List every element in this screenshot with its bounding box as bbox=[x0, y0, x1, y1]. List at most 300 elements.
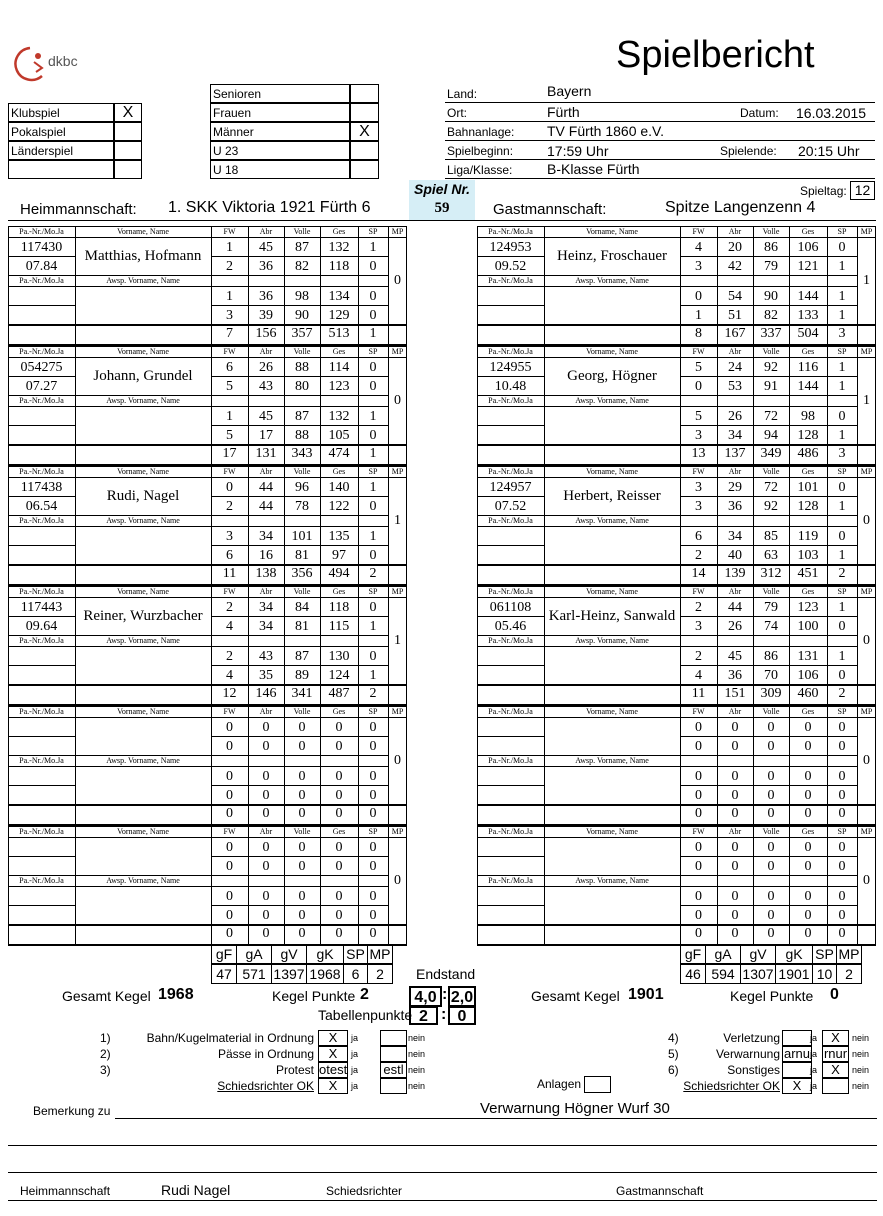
check-nein-box[interactable] bbox=[822, 1078, 849, 1094]
page-title: Spielbericht bbox=[616, 34, 815, 76]
cell-abr: 17 bbox=[259, 428, 273, 443]
header-sp: SP bbox=[837, 707, 847, 716]
cell-volle: 91 bbox=[764, 379, 778, 394]
category-checkbox[interactable] bbox=[350, 84, 379, 103]
cell-sp: 1 bbox=[369, 409, 377, 424]
total-fw: 13 bbox=[691, 446, 706, 461]
total-volle: 341 bbox=[291, 686, 313, 701]
cell-volle: 82 bbox=[295, 259, 309, 274]
cell-volle: 0 bbox=[767, 788, 775, 803]
cell-ges: 132 bbox=[328, 409, 350, 424]
game-type-checkbox[interactable]: X bbox=[114, 103, 142, 122]
header-name: Vorname, Name bbox=[117, 827, 169, 836]
check-nein-box[interactable] bbox=[380, 1046, 407, 1062]
header-volle: Volle bbox=[293, 227, 311, 236]
total-sp: 1 bbox=[369, 446, 377, 461]
cell-abr: 20 bbox=[728, 240, 742, 255]
total-ges: 0 bbox=[804, 806, 812, 821]
header-abr: Abr bbox=[728, 227, 742, 236]
home-team: 1. SKK Viktoria 1921 Fürth 6 bbox=[168, 199, 371, 216]
header-sp: SP bbox=[837, 347, 847, 356]
anlagen-box[interactable] bbox=[584, 1076, 611, 1093]
total-fw: 17 bbox=[222, 446, 237, 461]
cell-abr: 36 bbox=[728, 668, 742, 683]
liga-label: Liga/Klasse: bbox=[447, 163, 513, 177]
player-name: Reiner, Wurzbacher bbox=[83, 608, 203, 624]
cell-ges: 132 bbox=[328, 240, 350, 255]
cell-fw: 2 bbox=[695, 548, 702, 563]
player-pnr: 117430 bbox=[20, 240, 63, 255]
cell-sp: 1 bbox=[369, 240, 377, 255]
header-fw: FW bbox=[692, 227, 705, 236]
cell-ges: 0 bbox=[804, 859, 812, 874]
cell-sp: 0 bbox=[838, 889, 846, 904]
check-ja-box[interactable]: X bbox=[782, 1078, 812, 1094]
cell-fw: 0 bbox=[226, 859, 233, 874]
awsp-name-label: Awsp. Vorname, Name bbox=[106, 636, 180, 645]
awsp-pnr-label: Pa.-Nr./Mo.Ja bbox=[488, 516, 533, 525]
bahn-value: TV Fürth 1860 e.V. bbox=[547, 123, 664, 139]
awsp-pnr-label: Pa.-Nr./Mo.Ja bbox=[19, 516, 64, 525]
total-sp: 2 bbox=[838, 686, 846, 701]
cell-sp: 1 bbox=[838, 379, 846, 394]
total-ges: 0 bbox=[804, 926, 812, 941]
check-ja-box[interactable]: X bbox=[318, 1030, 348, 1046]
cell-fw: 1 bbox=[226, 409, 233, 424]
cell-volle: 92 bbox=[764, 360, 778, 375]
cell-fw: 3 bbox=[695, 259, 702, 274]
header-name: Vorname, Name bbox=[586, 827, 638, 836]
cell-fw: 0 bbox=[695, 289, 702, 304]
check-ja-box[interactable] bbox=[782, 1062, 812, 1078]
cell-volle: 87 bbox=[295, 409, 309, 424]
header-abr: Abr bbox=[259, 467, 273, 476]
cell-volle: 0 bbox=[767, 908, 775, 923]
cell-fw: 3 bbox=[695, 480, 702, 495]
cell-volle: 81 bbox=[295, 619, 309, 634]
player-birth bbox=[477, 857, 544, 876]
total-volle: 337 bbox=[760, 326, 782, 341]
cell-sp: 1 bbox=[838, 499, 846, 514]
cell-fw: 0 bbox=[226, 480, 233, 495]
header-ges: Ges bbox=[332, 707, 346, 716]
cell-ges: 0 bbox=[804, 840, 812, 855]
player-name: Johann, Grundel bbox=[93, 368, 193, 384]
cell-abr: 44 bbox=[259, 499, 273, 514]
cell-volle: 89 bbox=[295, 668, 309, 683]
cell-fw: 0 bbox=[695, 739, 702, 754]
ort-label: Ort: bbox=[447, 106, 467, 120]
cell-volle: 79 bbox=[764, 600, 778, 615]
away-gesamt-value: 1901 bbox=[628, 986, 664, 1003]
check-nein-box[interactable]: X bbox=[822, 1030, 849, 1046]
spiel-nr-label: Spiel Nr. bbox=[413, 181, 471, 197]
header-name: Vorname, Name bbox=[117, 347, 169, 356]
cell-volle: 80 bbox=[295, 379, 309, 394]
cell-abr: 26 bbox=[259, 360, 273, 375]
total-abr: 137 bbox=[724, 446, 746, 461]
cell-ges: 121 bbox=[797, 259, 819, 274]
cell-volle: 86 bbox=[764, 240, 778, 255]
header-ges: Ges bbox=[801, 827, 815, 836]
player-pnr: 124955 bbox=[489, 360, 532, 375]
header-sp: SP bbox=[368, 827, 378, 836]
cell-ges: 105 bbox=[328, 428, 350, 443]
check-ja-box[interactable]: otest bbox=[319, 1062, 348, 1077]
cell-fw: 6 bbox=[226, 360, 233, 375]
total-ges: 460 bbox=[797, 686, 819, 701]
cell-fw: 0 bbox=[695, 769, 702, 784]
cell-fw: 2 bbox=[226, 600, 233, 615]
awsp-name-label: Awsp. Vorname, Name bbox=[575, 636, 649, 645]
awsp-name-label: Awsp. Vorname, Name bbox=[575, 756, 649, 765]
header-volle: Volle bbox=[293, 587, 311, 596]
player-birth: 07.52 bbox=[494, 499, 527, 514]
cell-sp: 0 bbox=[369, 289, 377, 304]
cell-volle: 79 bbox=[764, 259, 778, 274]
cell-abr: 0 bbox=[262, 720, 270, 735]
player-mp: 0 bbox=[863, 633, 870, 648]
cell-abr: 40 bbox=[728, 548, 742, 563]
cell-fw: 4 bbox=[695, 668, 702, 683]
cell-fw: 0 bbox=[226, 908, 233, 923]
cell-ges: 116 bbox=[797, 360, 819, 375]
header-volle: Volle bbox=[762, 467, 780, 476]
header-fw: FW bbox=[692, 827, 705, 836]
cell-sp: 1 bbox=[838, 600, 846, 615]
cell-sp: 0 bbox=[838, 788, 846, 803]
player-birth: 05.46 bbox=[494, 619, 527, 634]
cell-fw: 5 bbox=[226, 379, 233, 394]
player-name: Rudi, Nagel bbox=[106, 488, 180, 504]
player-name: Herbert, Reisser bbox=[563, 488, 661, 504]
cell-abr: 42 bbox=[728, 259, 742, 274]
cell-volle: 87 bbox=[295, 649, 309, 664]
cell-abr: 44 bbox=[259, 480, 273, 495]
player-pnr: 117443 bbox=[20, 600, 63, 615]
header-sp: SP bbox=[837, 587, 847, 596]
cell-volle: 94 bbox=[764, 428, 778, 443]
header-mp: MP bbox=[391, 347, 404, 356]
cell-ges: 0 bbox=[335, 788, 343, 803]
cell-ges: 0 bbox=[804, 739, 812, 754]
header-pnr: Pa.-Nr./Mo.Ja bbox=[19, 347, 64, 356]
away-kegelpunkte-label: Kegel Punkte bbox=[730, 988, 814, 1004]
cell-volle: 74 bbox=[764, 619, 778, 634]
cell-fw: 0 bbox=[695, 840, 702, 855]
header-ges: Ges bbox=[801, 467, 815, 476]
away-totals-value: 594 bbox=[705, 964, 741, 984]
cell-ges: 133 bbox=[797, 308, 819, 323]
check-ja-box[interactable]: X bbox=[318, 1078, 348, 1094]
cell-ges: 0 bbox=[335, 739, 343, 754]
check-ja-label: ja bbox=[810, 1049, 818, 1059]
cell-ges: 0 bbox=[804, 720, 812, 735]
cell-abr: 0 bbox=[262, 889, 270, 904]
header-ges: Ges bbox=[801, 707, 815, 716]
cell-ges: 144 bbox=[797, 289, 819, 304]
header-ges: Ges bbox=[801, 347, 815, 356]
check-label: Sonstiges bbox=[727, 1063, 780, 1077]
category-checkbox[interactable] bbox=[350, 103, 379, 122]
total-abr: 139 bbox=[724, 566, 746, 581]
cell-sp: 0 bbox=[369, 649, 377, 664]
total-volle: 312 bbox=[760, 566, 782, 581]
check-num: 5) bbox=[668, 1047, 679, 1061]
check-nein-label: nein bbox=[408, 1065, 426, 1075]
away-team: Spitze Langenzenn 4 bbox=[665, 199, 816, 216]
check-ja-label: ja bbox=[351, 1049, 359, 1059]
check-ja-box[interactable]: arnu bbox=[783, 1046, 811, 1061]
game-type-checkbox[interactable] bbox=[114, 141, 142, 160]
cell-sp: 0 bbox=[369, 908, 377, 923]
land-label: Land: bbox=[447, 87, 478, 101]
total-volle: 357 bbox=[291, 326, 313, 341]
cell-volle: 98 bbox=[295, 289, 309, 304]
cell-volle: 92 bbox=[764, 499, 778, 514]
ort-value: Fürth bbox=[547, 104, 580, 120]
home-kegelpunkte-value: 2 bbox=[360, 986, 369, 1003]
header-fw: FW bbox=[223, 707, 236, 716]
header-abr: Abr bbox=[728, 467, 742, 476]
total-volle: 343 bbox=[291, 446, 313, 461]
cell-fw: 0 bbox=[695, 889, 702, 904]
cell-sp: 1 bbox=[369, 529, 377, 544]
header-pnr: Pa.-Nr./Mo.Ja bbox=[19, 587, 64, 596]
header-abr: Abr bbox=[259, 587, 273, 596]
cell-sp: 1 bbox=[838, 360, 846, 375]
cell-ges: 0 bbox=[335, 889, 343, 904]
player-pnr: 124957 bbox=[489, 480, 532, 495]
cell-volle: 72 bbox=[764, 480, 778, 495]
total-ges: 487 bbox=[328, 686, 350, 701]
total-ges: 474 bbox=[328, 446, 350, 461]
check-nein-box[interactable]: rnur bbox=[823, 1046, 848, 1061]
cell-volle: 0 bbox=[767, 720, 775, 735]
footer-home-sign: Rudi Nagel bbox=[161, 1182, 231, 1198]
total-abr: 151 bbox=[724, 686, 746, 701]
cell-ges: 119 bbox=[797, 529, 819, 544]
category-checkbox[interactable] bbox=[350, 141, 379, 160]
total-ges: 513 bbox=[328, 326, 350, 341]
datum-label: Datum: bbox=[740, 106, 779, 120]
cell-fw: 5 bbox=[695, 360, 702, 375]
awsp-pnr-label: Pa.-Nr./Mo.Ja bbox=[488, 876, 533, 885]
total-ges: 451 bbox=[797, 566, 819, 581]
cell-sp: 1 bbox=[838, 259, 846, 274]
cell-sp: 0 bbox=[369, 859, 377, 874]
cell-abr: 54 bbox=[728, 289, 742, 304]
player-pnr bbox=[8, 718, 75, 737]
home-totals-value: 1397 bbox=[271, 964, 307, 984]
total-fw: 0 bbox=[226, 806, 233, 821]
player-mp: 1 bbox=[394, 513, 401, 528]
spiel-nr-value: 59 bbox=[434, 200, 450, 216]
cell-sp: 0 bbox=[369, 720, 377, 735]
check-ja-box[interactable] bbox=[782, 1030, 812, 1046]
total-abr: 131 bbox=[255, 446, 277, 461]
cell-volle: 0 bbox=[298, 739, 306, 754]
cell-abr: 26 bbox=[728, 619, 742, 634]
header-pnr: Pa.-Nr./Mo.Ja bbox=[19, 827, 64, 836]
cell-volle: 0 bbox=[298, 908, 306, 923]
total-abr: 146 bbox=[255, 686, 277, 701]
total-sp: 3 bbox=[838, 326, 846, 341]
check-num: 4) bbox=[668, 1031, 679, 1045]
cell-fw: 3 bbox=[695, 499, 702, 514]
header-ges: Ges bbox=[332, 587, 346, 596]
total-sp: 2 bbox=[369, 566, 377, 581]
cell-ges: 128 bbox=[797, 428, 819, 443]
cell-sp: 0 bbox=[369, 840, 377, 855]
home-gesamt-value: 1968 bbox=[158, 986, 194, 1003]
cell-fw: 0 bbox=[226, 739, 233, 754]
home-totals-value: 47 bbox=[211, 964, 237, 984]
cell-ges: 0 bbox=[335, 769, 343, 784]
header-mp: MP bbox=[391, 827, 404, 836]
cell-ges: 115 bbox=[328, 619, 350, 634]
header-ges: Ges bbox=[332, 467, 346, 476]
away-gesamt-label: Gesamt Kegel bbox=[531, 988, 620, 1004]
cell-fw: 0 bbox=[226, 840, 233, 855]
category-checkbox[interactable] bbox=[350, 160, 379, 179]
header-sp: SP bbox=[837, 227, 847, 236]
header-volle: Volle bbox=[762, 827, 780, 836]
header-mp: MP bbox=[860, 347, 873, 356]
total-fw: 0 bbox=[226, 926, 233, 941]
cell-sp: 0 bbox=[369, 499, 377, 514]
header-pnr: Pa.-Nr./Mo.Ja bbox=[19, 467, 64, 476]
header-sp: SP bbox=[368, 227, 378, 236]
total-volle: 0 bbox=[767, 806, 775, 821]
away-kegelpunkte-value: 0 bbox=[830, 986, 839, 1003]
header-ges: Ges bbox=[332, 347, 346, 356]
away-totals-label: MP bbox=[836, 944, 862, 964]
check-nein-box[interactable]: X bbox=[822, 1062, 849, 1078]
liga-value: B-Klasse Fürth bbox=[547, 161, 640, 177]
cell-volle: 86 bbox=[764, 649, 778, 664]
ende-label: Spielende: bbox=[720, 144, 777, 158]
logo-text: dkbc bbox=[48, 53, 78, 69]
game-type-checkbox[interactable] bbox=[114, 160, 142, 179]
spieltag-label: Spieltag: bbox=[800, 184, 847, 198]
player-birth bbox=[8, 737, 75, 756]
check-nein-label: nein bbox=[852, 1049, 870, 1059]
endstand-home: 4,0 bbox=[409, 986, 442, 1007]
header-volle: Volle bbox=[762, 587, 780, 596]
cell-ges: 134 bbox=[328, 289, 350, 304]
cell-ges: 106 bbox=[797, 668, 819, 683]
header-abr: Abr bbox=[259, 707, 273, 716]
check-num: 1) bbox=[100, 1031, 111, 1045]
player-pnr: 117438 bbox=[20, 480, 63, 495]
cell-abr: 34 bbox=[259, 529, 273, 544]
cell-abr: 0 bbox=[262, 788, 270, 803]
cell-volle: 84 bbox=[295, 600, 309, 615]
cell-abr: 44 bbox=[728, 600, 742, 615]
check-nein-box[interactable]: estl bbox=[380, 1062, 407, 1078]
total-sp: 1 bbox=[369, 326, 377, 341]
category-checkbox[interactable]: X bbox=[350, 122, 379, 141]
cell-volle: 0 bbox=[298, 720, 306, 735]
cell-volle: 72 bbox=[764, 409, 778, 424]
player-mp: 0 bbox=[394, 753, 401, 768]
cell-sp: 0 bbox=[838, 859, 846, 874]
cell-abr: 45 bbox=[728, 649, 742, 664]
header-ges: Ges bbox=[332, 227, 346, 236]
header-volle: Volle bbox=[293, 467, 311, 476]
cell-sp: 0 bbox=[838, 409, 846, 424]
check-nein-box[interactable] bbox=[380, 1030, 407, 1046]
check-ja-label: ja bbox=[351, 1065, 359, 1075]
total-volle: 356 bbox=[291, 566, 313, 581]
check-num: 3) bbox=[100, 1063, 111, 1077]
cell-ges: 124 bbox=[328, 668, 350, 683]
home-gesamt-label: Gesamt Kegel bbox=[62, 988, 151, 1004]
cell-sp: 0 bbox=[369, 788, 377, 803]
header-name: Vorname, Name bbox=[117, 227, 169, 236]
cell-sp: 0 bbox=[838, 668, 846, 683]
cell-abr: 0 bbox=[731, 908, 739, 923]
cell-sp: 0 bbox=[369, 739, 377, 754]
awsp-name-label: Awsp. Vorname, Name bbox=[106, 396, 180, 405]
game-type-checkbox[interactable] bbox=[114, 122, 142, 141]
cell-abr: 36 bbox=[259, 259, 273, 274]
cell-fw: 6 bbox=[695, 529, 702, 544]
check-label: Verwarnung bbox=[715, 1047, 780, 1061]
check-nein-box[interactable] bbox=[380, 1078, 407, 1094]
away-totals-label: gF bbox=[680, 944, 706, 964]
cell-sp: 0 bbox=[838, 720, 846, 735]
cell-volle: 96 bbox=[295, 480, 309, 495]
player-birth bbox=[8, 857, 75, 876]
header-name: Vorname, Name bbox=[586, 707, 638, 716]
cell-fw: 1 bbox=[695, 308, 702, 323]
player-pnr bbox=[477, 718, 544, 737]
game-type-label: Länderspiel bbox=[11, 144, 74, 158]
check-ja-box[interactable]: X bbox=[318, 1046, 348, 1062]
cell-sp: 1 bbox=[838, 428, 846, 443]
total-sp: 3 bbox=[838, 446, 846, 461]
awsp-name-label: Awsp. Vorname, Name bbox=[575, 276, 649, 285]
header-sp: SP bbox=[368, 467, 378, 476]
header-abr: Abr bbox=[259, 227, 273, 236]
cell-fw: 2 bbox=[226, 649, 233, 664]
cell-sp: 0 bbox=[369, 548, 377, 563]
cell-ges: 98 bbox=[801, 409, 815, 424]
home-totals-label: gV bbox=[271, 944, 307, 964]
home-label: Heimmannschaft: bbox=[20, 201, 137, 218]
player-name: Matthias, Hofmann bbox=[84, 248, 202, 264]
cell-volle: 0 bbox=[298, 889, 306, 904]
header-fw: FW bbox=[692, 347, 705, 356]
check-nein-label: nein bbox=[852, 1081, 870, 1091]
total-ges: 486 bbox=[797, 446, 819, 461]
awsp-pnr-label: Pa.-Nr./Mo.Ja bbox=[19, 876, 64, 885]
cell-abr: 24 bbox=[728, 360, 742, 375]
datum-value: 16.03.2015 bbox=[796, 105, 867, 121]
awsp-pnr-label: Pa.-Nr./Mo.Ja bbox=[488, 756, 533, 765]
total-fw: 12 bbox=[222, 686, 237, 701]
player-mp: 0 bbox=[863, 513, 870, 528]
category-label: U 18 bbox=[213, 163, 239, 177]
game-type-row bbox=[8, 160, 114, 179]
cell-fw: 5 bbox=[226, 428, 233, 443]
cell-sp: 1 bbox=[369, 668, 377, 683]
away-totals-label: SP bbox=[812, 944, 837, 964]
player-name: Georg, Högner bbox=[567, 368, 657, 384]
check-label: Pässe in Ordnung bbox=[217, 1047, 314, 1061]
